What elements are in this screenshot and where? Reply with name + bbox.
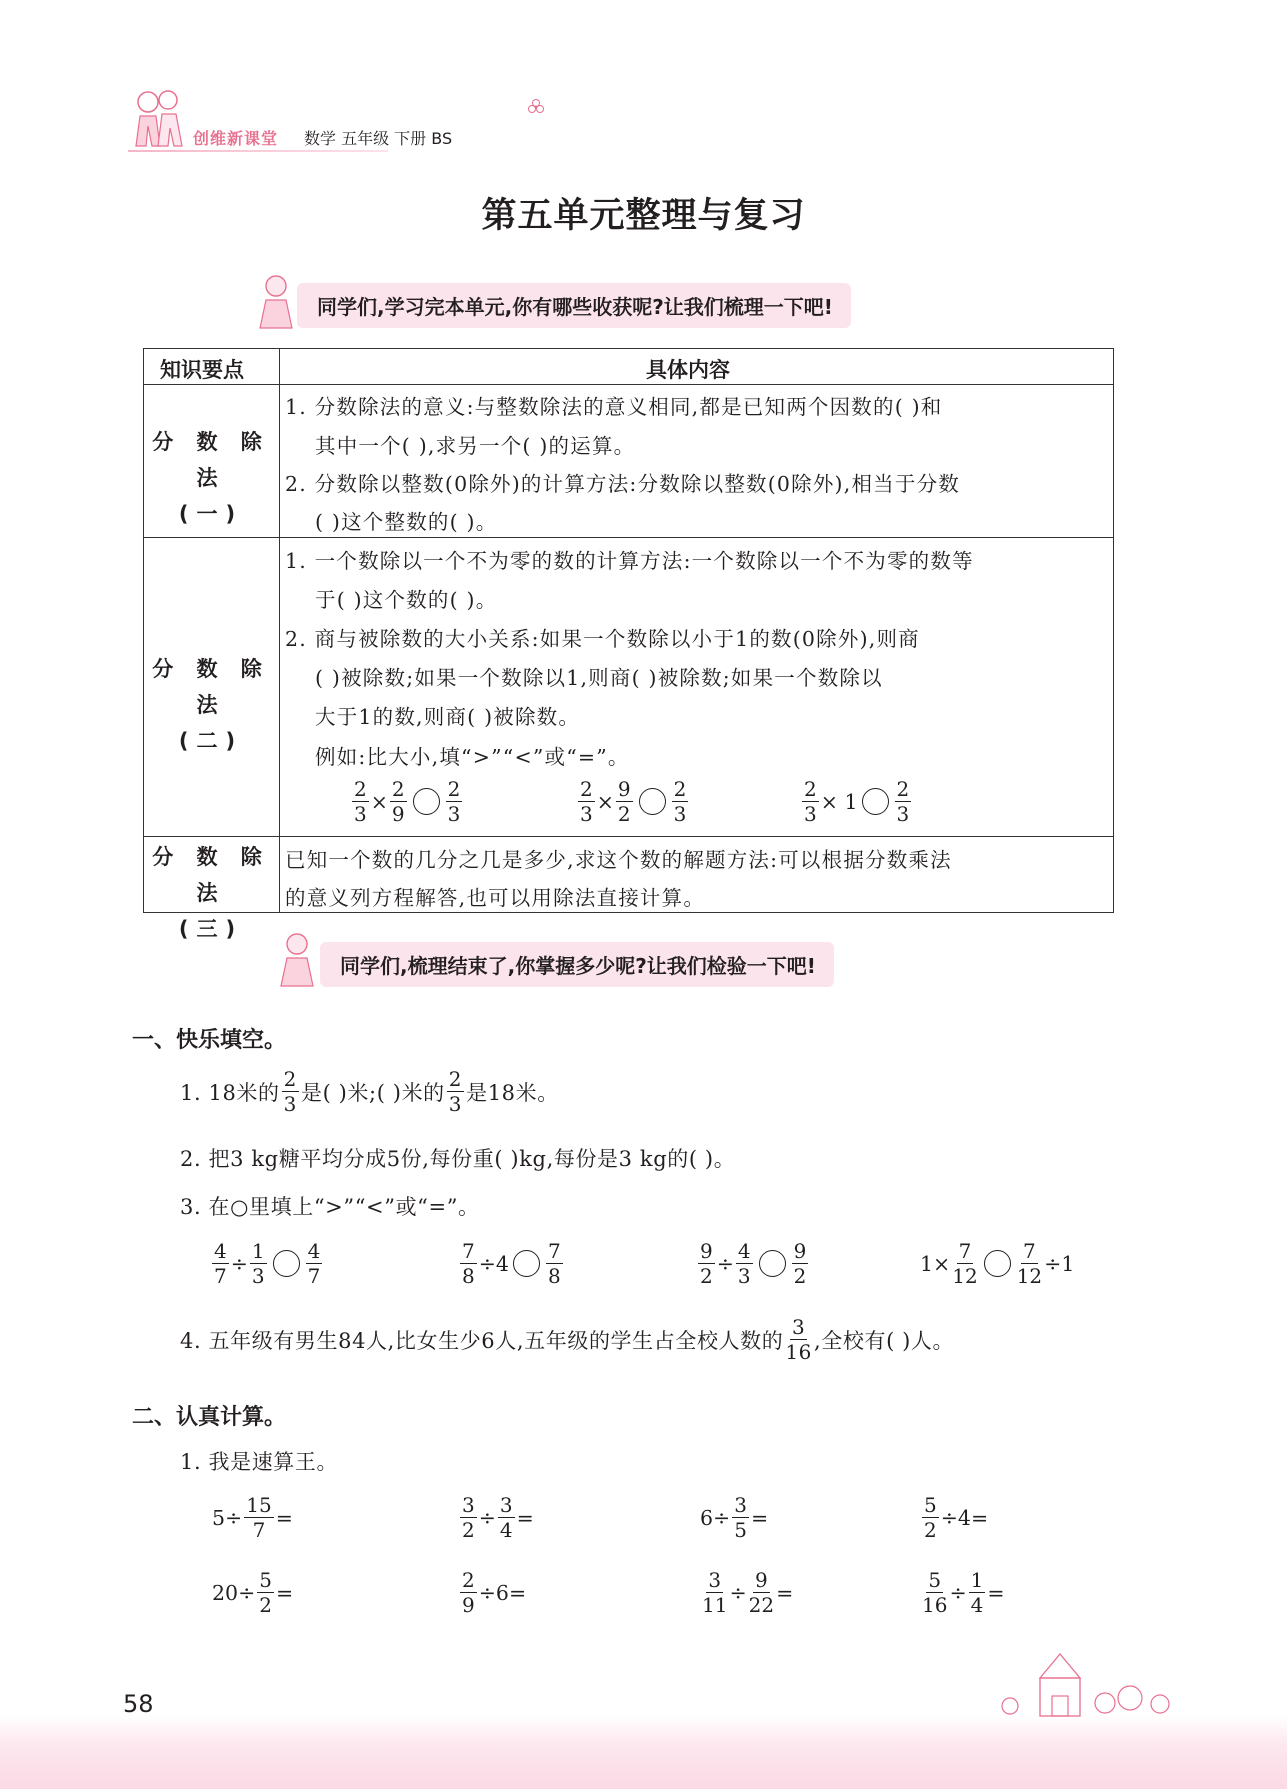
table-text-line: 已知一个数的几分之几是多少,求这个数的解题方法:可以根据分数乘法	[285, 848, 952, 872]
table-header-points: 知识要点	[160, 358, 244, 382]
table-row-divider	[143, 836, 1114, 837]
answer-circle[interactable]	[413, 788, 440, 815]
comparison-example: $\frac{2}{3}$ × $\frac{9}{2}$ 2 3	[580, 777, 687, 826]
subsection-title: 1. 我是速算王。	[180, 1450, 339, 1474]
table-row-label: 分 数 除 法 (一)	[152, 430, 270, 526]
table-text-line: ( )这个整数的( )。	[315, 510, 498, 534]
calc-expression: 6 ÷ $\frac{3}{5}$ =	[700, 1493, 769, 1542]
compare-expression: $\frac{7}{8}$ ÷ 4 7 8	[462, 1239, 561, 1288]
table-column-divider	[279, 348, 280, 913]
comparison-example: $\frac{2}{3}$ × $\frac{2}{9}$ 2 3	[354, 777, 461, 826]
table-row-divider	[143, 537, 1114, 538]
section-title: 二、认真计算。	[132, 1405, 287, 1430]
intro-banner: 同学们,学习完本单元,你有哪些收获呢?让我们梳理一下吧!	[297, 283, 851, 328]
castle-illustration-icon	[980, 1648, 1180, 1718]
subject-info: 数学 五年级 下册 BS	[304, 129, 453, 148]
kids-illustration-icon	[128, 86, 186, 156]
table-text-line: 例如:比大小,填“>”“<”或“=”。	[315, 745, 630, 769]
calc-expression: $\frac{2}{9}$ ÷ 6 =	[462, 1568, 527, 1617]
question-2: 2. 把3 kg糖平均分成5份,每份重( )kg,每份是3 kg的( )。	[180, 1147, 736, 1171]
brand-name: 创维新课堂	[193, 129, 279, 148]
table-text-line: 1. 一个数除以一个不为零的数的计算方法:一个数除以一个不为零的数等	[285, 549, 974, 573]
table-row-label: 分 数 除 法 (三)	[152, 845, 270, 941]
flower-icon	[527, 98, 545, 116]
calc-expression: $\frac{5}{2}$ ÷ 4 =	[924, 1493, 989, 1542]
compare-expression: $\frac{9}{2}$ ÷ $\frac{4}{3}$ 9 2	[700, 1239, 807, 1288]
table-text-line: 于( )这个数的( )。	[315, 588, 498, 612]
table-text-line: 的意义列方程解答,也可以用除法直接计算。	[285, 886, 706, 910]
girl-illustration-icon	[277, 930, 321, 990]
question-4: 4. 五年级有男生84人,比女生少6人,五年级的学生占全校人数的 3 16 ,全校有( )人。	[180, 1315, 955, 1364]
answer-circle[interactable]	[984, 1250, 1011, 1277]
question-3: 3. 在○里填上“>”“<”或“=”。	[180, 1195, 480, 1219]
table-text-line: 2. 分数除以整数(0除外)的计算方法:分数除以整数(0除外),相当于分数	[285, 472, 960, 496]
calc-expression: $\frac{5}{16}$ ÷ $\frac{1}{4}$ =	[922, 1568, 1005, 1617]
table-header-content: 具体内容	[646, 358, 730, 382]
table-text-line: 其中一个( ),求另一个( )的运算。	[315, 434, 636, 458]
question-1: 1. 18米的 2 3 是( )米;( )米的 2 3 是18米。	[180, 1067, 559, 1116]
compare-expression: $\frac{4}{7}$ ÷ $\frac{1}{3}$ 4 7	[214, 1239, 321, 1288]
footer-band	[0, 1715, 1287, 1789]
calc-expression: $\frac{3}{11}$ ÷ $\frac{9}{22}$ =	[702, 1568, 794, 1617]
answer-circle[interactable]	[639, 788, 666, 815]
girl-illustration-icon	[256, 272, 300, 332]
section-title: 一、快乐填空。	[132, 1028, 287, 1053]
table-row-divider	[143, 384, 1114, 385]
table-text-line: 1. 分数除法的意义:与整数除法的意义相同,都是已知两个因数的( )和	[285, 395, 943, 419]
table-text-line: 2. 商与被除数的大小关系:如果一个数除以小于1的数(0除外),则商	[285, 627, 920, 651]
table-text-line: ( )被除数;如果一个数除以1,则商( )被除数;如果一个数除以	[315, 666, 883, 690]
answer-circle[interactable]	[513, 1250, 540, 1277]
answer-circle[interactable]	[759, 1250, 786, 1277]
page-number: 58	[123, 1690, 154, 1718]
calc-expression: $\frac{3}{2}$ ÷ $\frac{3}{4}$ =	[462, 1493, 534, 1542]
table-text-line: 大于1的数,则商( )被除数。	[315, 705, 581, 729]
table-row-label: 分 数 除 法 (二)	[152, 657, 270, 753]
compare-expression: 1 × $\frac{7}{12}$ $\frac{7}{12}$ ÷ 1	[920, 1239, 1075, 1288]
header-divider	[128, 150, 388, 152]
calc-expression: 5 ÷ $\frac{15}{7}$ =	[212, 1493, 293, 1542]
answer-circle[interactable]	[273, 1250, 300, 1277]
answer-circle[interactable]	[862, 788, 889, 815]
comparison-example: $\frac{2}{3}$ × 1 2 3	[804, 777, 910, 826]
page-title: 第五单元整理与复习	[481, 196, 806, 236]
review-banner: 同学们,梳理结束了,你掌握多少呢?让我们检验一下吧!	[320, 942, 834, 987]
calc-expression: 20 ÷ $\frac{5}{2}$ =	[212, 1568, 294, 1617]
